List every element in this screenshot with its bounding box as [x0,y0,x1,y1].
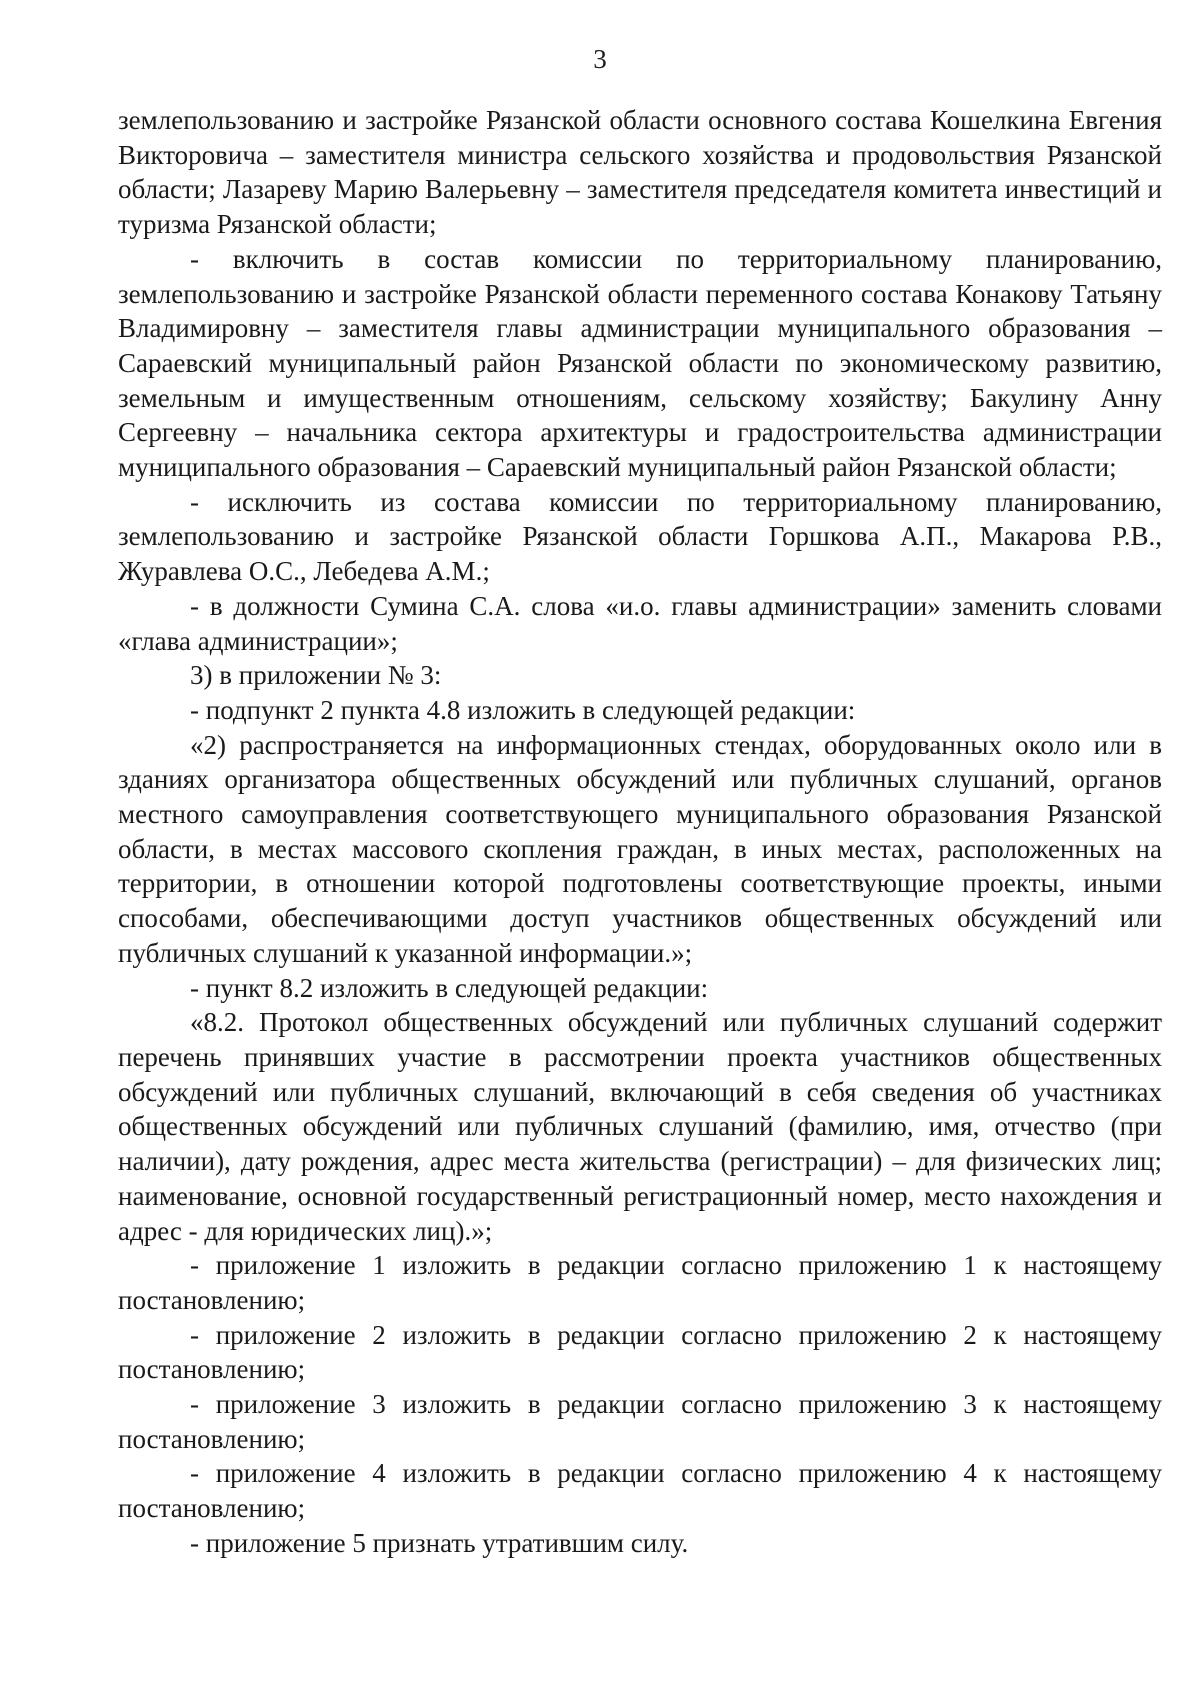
paragraph-12: - приложение 3 изложить в редакции согласно приложению 3 к настоящему постановлению; [118,1389,1162,1454]
paragraph-8: - пункт 8.2 изложить в следующей редакции: [190,972,709,1003]
paragraph-4: - в должности Сумина С.А. слова «и.о. главы администрации» заменить словами «глава администрации»; [118,590,1162,656]
paragraph-7: «2) распространяется на информационных стендах, оборудованных около или в зданиях организатора общественных обсуждений или публичных слушаний, органов местного самоуправления соответствующего муниципального образования Рязанской области, в местах массового скопления граждан, в иных местах, расположенных на территории, в отношении которой подготовлены соответствующие проекты, иными способами, обеспечивающими доступ участников общественных обсуждений или публичных слушаний к указанной информации.»; [118,729,1162,968]
paragraph-13: - приложение 4 изложить в редакции согласно приложению 4 к настоящему постановлению; [118,1458,1162,1524]
paragraph-11: - приложение 2 изложить в редакции согласно приложению 2 к настоящему постановлению; [118,1319,1162,1385]
paragraph-3: - исключить из состава комиссии по территориальному планированию, землепользованию и застройке Рязанской области Горшкова А.П., Макарова Р.В., Журавлева О.С., Лебедева А.М.; [118,486,1162,587]
paragraph-9: «8.2. Протокол общественных обсуждений или публичных слушаний содержит перечень принявших участие в рассмотрении проекта участников общественных обсуждений или публичных слушаний, включающий в себя сведения об участниках общественных обсуждений или публичных слушаний (фамилию, имя, отчество (при наличии), дату рождения, адрес места жительства (регистрации) – для физических лиц; наименование, основной государственный регистрационный номер, место нахождения и адрес - для юридических лиц).»; [118,1007,1162,1246]
document-body [118,103,1162,1561]
paragraph-2: - включить в состав комиссии по территориальному планированию, землепользованию и застройке Рязанской области переменного состава Конакову Татьяну Владимировну – заместителя главы администрации муниципального образования – Сараевский муниципальный район Рязанской области по экономическому развитию, земельным и имущественным отношениям, сельскому хозяйству; Бакулину Анну Сергеевну – начальника сектора архитектуры и градостроительства администрации муниципального образования – Сараевский муниципальный район Рязанской области; [118,243,1162,483]
paragraph-1: землепользованию и застройке Рязанской области основного состава Кошелкина Евгения Викторовича – заместителя министра сельского хозяйства и продовольствия Рязанской области; Лазареву Марию Валерьевну – заместителя председателя комитета инвестиций и туризма Рязанской области; [118,105,1162,240]
paragraph-6: - подпункт 2 пункта 4.8 изложить в следующей редакции: [190,694,856,725]
paragraph-10: - приложение 1 изложить в редакции согласно приложению 1 к настоящему постановлению; [118,1250,1162,1315]
page-number: 3 [593,44,607,74]
paragraph-5: 3) в приложении № 3: [190,660,442,691]
paragraph-14: - приложение 5 признать утратившим силу. [190,1527,689,1558]
